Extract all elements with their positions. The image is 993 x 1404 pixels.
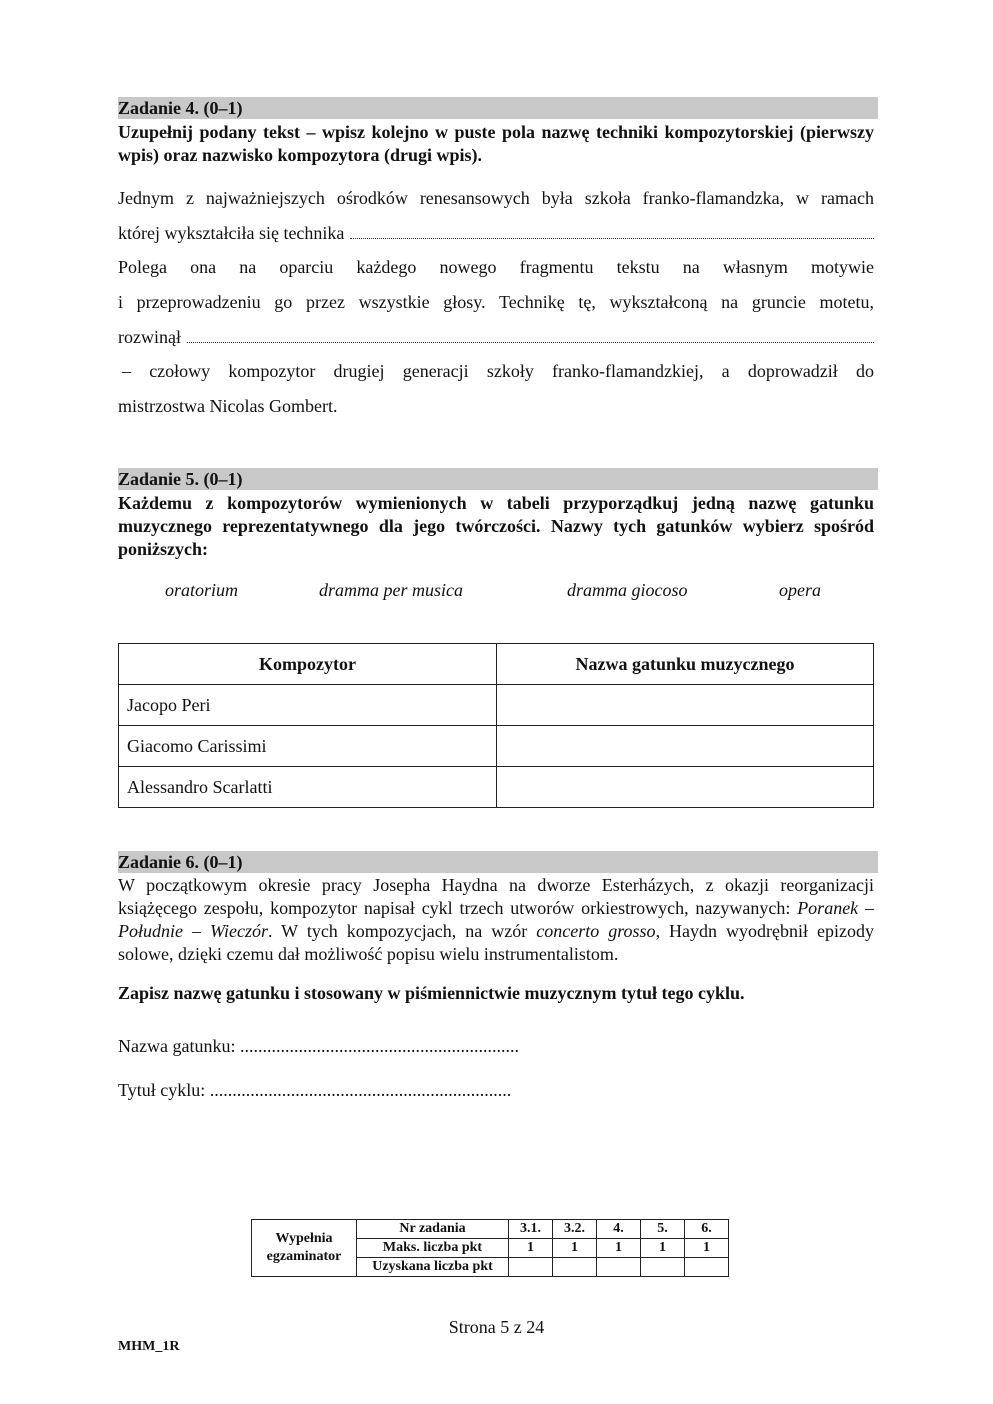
task6-text: . W tych kompozycjach, na wzór — [267, 921, 537, 941]
genre-name-field[interactable]: .............................................................. — [239, 1036, 519, 1056]
max-points-cell: 1 — [685, 1239, 729, 1258]
composer-cell: Giacomo Carissimi — [119, 726, 497, 767]
concerto-grosso-text: concerto grosso — [536, 921, 656, 941]
task4-text-line-7: mistrzostwa Nicolas Gombert. — [118, 396, 338, 416]
column-header-composer: Kompozytor — [119, 644, 497, 685]
technique-answer-field[interactable] — [350, 224, 874, 239]
cycle-titles-text: Poranek – Południe – Wieczór — [118, 898, 874, 941]
genre-answer-cell[interactable] — [497, 685, 874, 726]
genre-name-row — [118, 1034, 519, 1058]
table-row — [119, 767, 874, 808]
table-header-row — [119, 644, 874, 685]
genre-answer-cell[interactable] — [497, 767, 874, 808]
task6-header: Zadanie 6. (0–1) — [118, 851, 878, 873]
cycle-title-field[interactable]: ................................................................... — [209, 1080, 512, 1100]
max-points-cell: 1 — [641, 1239, 685, 1258]
exam-code: MHM_1R — [118, 1339, 180, 1354]
composer-answer-field[interactable] — [187, 328, 874, 343]
obtained-points-cell[interactable] — [685, 1258, 729, 1277]
obtained-points-cell[interactable] — [553, 1258, 597, 1277]
genre-option: dramma giocoso — [567, 580, 688, 600]
task-number-cell: 3.2. — [553, 1220, 597, 1239]
task5-header: Zadanie 5. (0–1) — [118, 468, 878, 490]
task5-instruction: Każdemu z kompozytorów wymienionych w tabeli przyporządkuj jedną nazwę gatunku muzycznego reprezentatywnego dla jego twórczości. Nazwy tych gatunków wybierz spośród poniższych: — [118, 493, 874, 559]
examiner-score-table — [251, 1219, 729, 1277]
task4-text-line-1: Jednym z najważniejszych ośrodków renesansowych była szkoła franko-flamandzka, w ramach — [118, 188, 874, 208]
task4-text-line-4: i przeprowadzeniu go przez wszystkie głosy. Technikę tę, wykształconą na gruncie motetu, — [118, 292, 874, 312]
composer-genre-table — [118, 643, 874, 808]
row-label: Uzyskana liczba pkt — [357, 1258, 509, 1277]
examiner-label — [252, 1220, 357, 1277]
task4-text-line-2 — [118, 221, 874, 245]
task4-line2-text: której wykształciła się technika — [118, 223, 345, 243]
genre-option: opera — [779, 580, 821, 600]
genre-answer-cell[interactable] — [497, 726, 874, 767]
examiner-label-line2: egzaminator — [266, 1249, 342, 1264]
score-row-task-numbers — [252, 1220, 729, 1239]
genre-option: oratorium — [165, 580, 239, 600]
row-label: Maks. liczba pkt — [357, 1239, 509, 1258]
table-row — [119, 685, 874, 726]
max-points-cell: 1 — [553, 1239, 597, 1258]
task4-text-line-3: Polega ona na oparciu każdego nowego fragmentu tekstu na własnym motywie — [118, 257, 874, 277]
obtained-points-cell[interactable] — [641, 1258, 685, 1277]
task-number-cell: 5. — [641, 1220, 685, 1239]
genre-name-label: Nazwa gatunku: — [118, 1036, 236, 1056]
max-points-cell: 1 — [597, 1239, 641, 1258]
task4-line5-text: rozwinął — [118, 327, 181, 347]
task4-instruction: Uzupełnij podany tekst – wpisz kolejno w puste pola nazwę techniki kompozytorskiej (pierwszy wpis) oraz nazwisko kompozytora (drugi wpis). — [118, 122, 874, 165]
row-label: Nr zadania — [357, 1220, 509, 1239]
cycle-title-label: Tytuł cyklu: — [118, 1080, 206, 1100]
table-row — [119, 726, 874, 767]
task6-instruction: Zapisz nazwę gatunku i stosowany w piśmiennictwie muzycznym tytuł tego cyklu. — [118, 983, 745, 1003]
task-number-cell: 6. — [685, 1220, 729, 1239]
task-number-cell: 4. — [597, 1220, 641, 1239]
cycle-title-row — [118, 1078, 511, 1102]
page-number: Strona 5 z 24 — [448, 1317, 545, 1337]
examiner-label-line1: Wypełnia — [275, 1231, 333, 1246]
task4-text-line-5 — [118, 325, 874, 349]
obtained-points-cell[interactable] — [509, 1258, 553, 1277]
task6-paragraph — [118, 874, 874, 966]
task6-text: , Haydn wyodrębnił epizody solowe, dzięki czemu dał możliwość popisu wielu instrumentalistom. — [118, 921, 875, 964]
task6-text: W początkowym okresie pracy Josepha Haydna na dworze Esterházych, z okazji reorganizacji książęcego zespołu, kompozytor napisał cykl trzech utworów orkiestrowych, nazywanych: — [118, 875, 874, 918]
column-header-genre: Nazwa gatunku muzycznego — [497, 644, 874, 685]
task4-header: Zadanie 4. (0–1) — [118, 97, 878, 119]
task-number-cell: 3.1. — [509, 1220, 553, 1239]
composer-cell: Jacopo Peri — [119, 685, 497, 726]
obtained-points-cell[interactable] — [597, 1258, 641, 1277]
composer-cell: Alessandro Scarlatti — [119, 767, 497, 808]
genre-option: dramma per musica — [319, 580, 463, 600]
task4-text-line-6: – czołowy kompozytor drugiej generacji szkoły franko-flamandzkiej, a doprowadził do — [122, 361, 874, 381]
max-points-cell: 1 — [509, 1239, 553, 1258]
